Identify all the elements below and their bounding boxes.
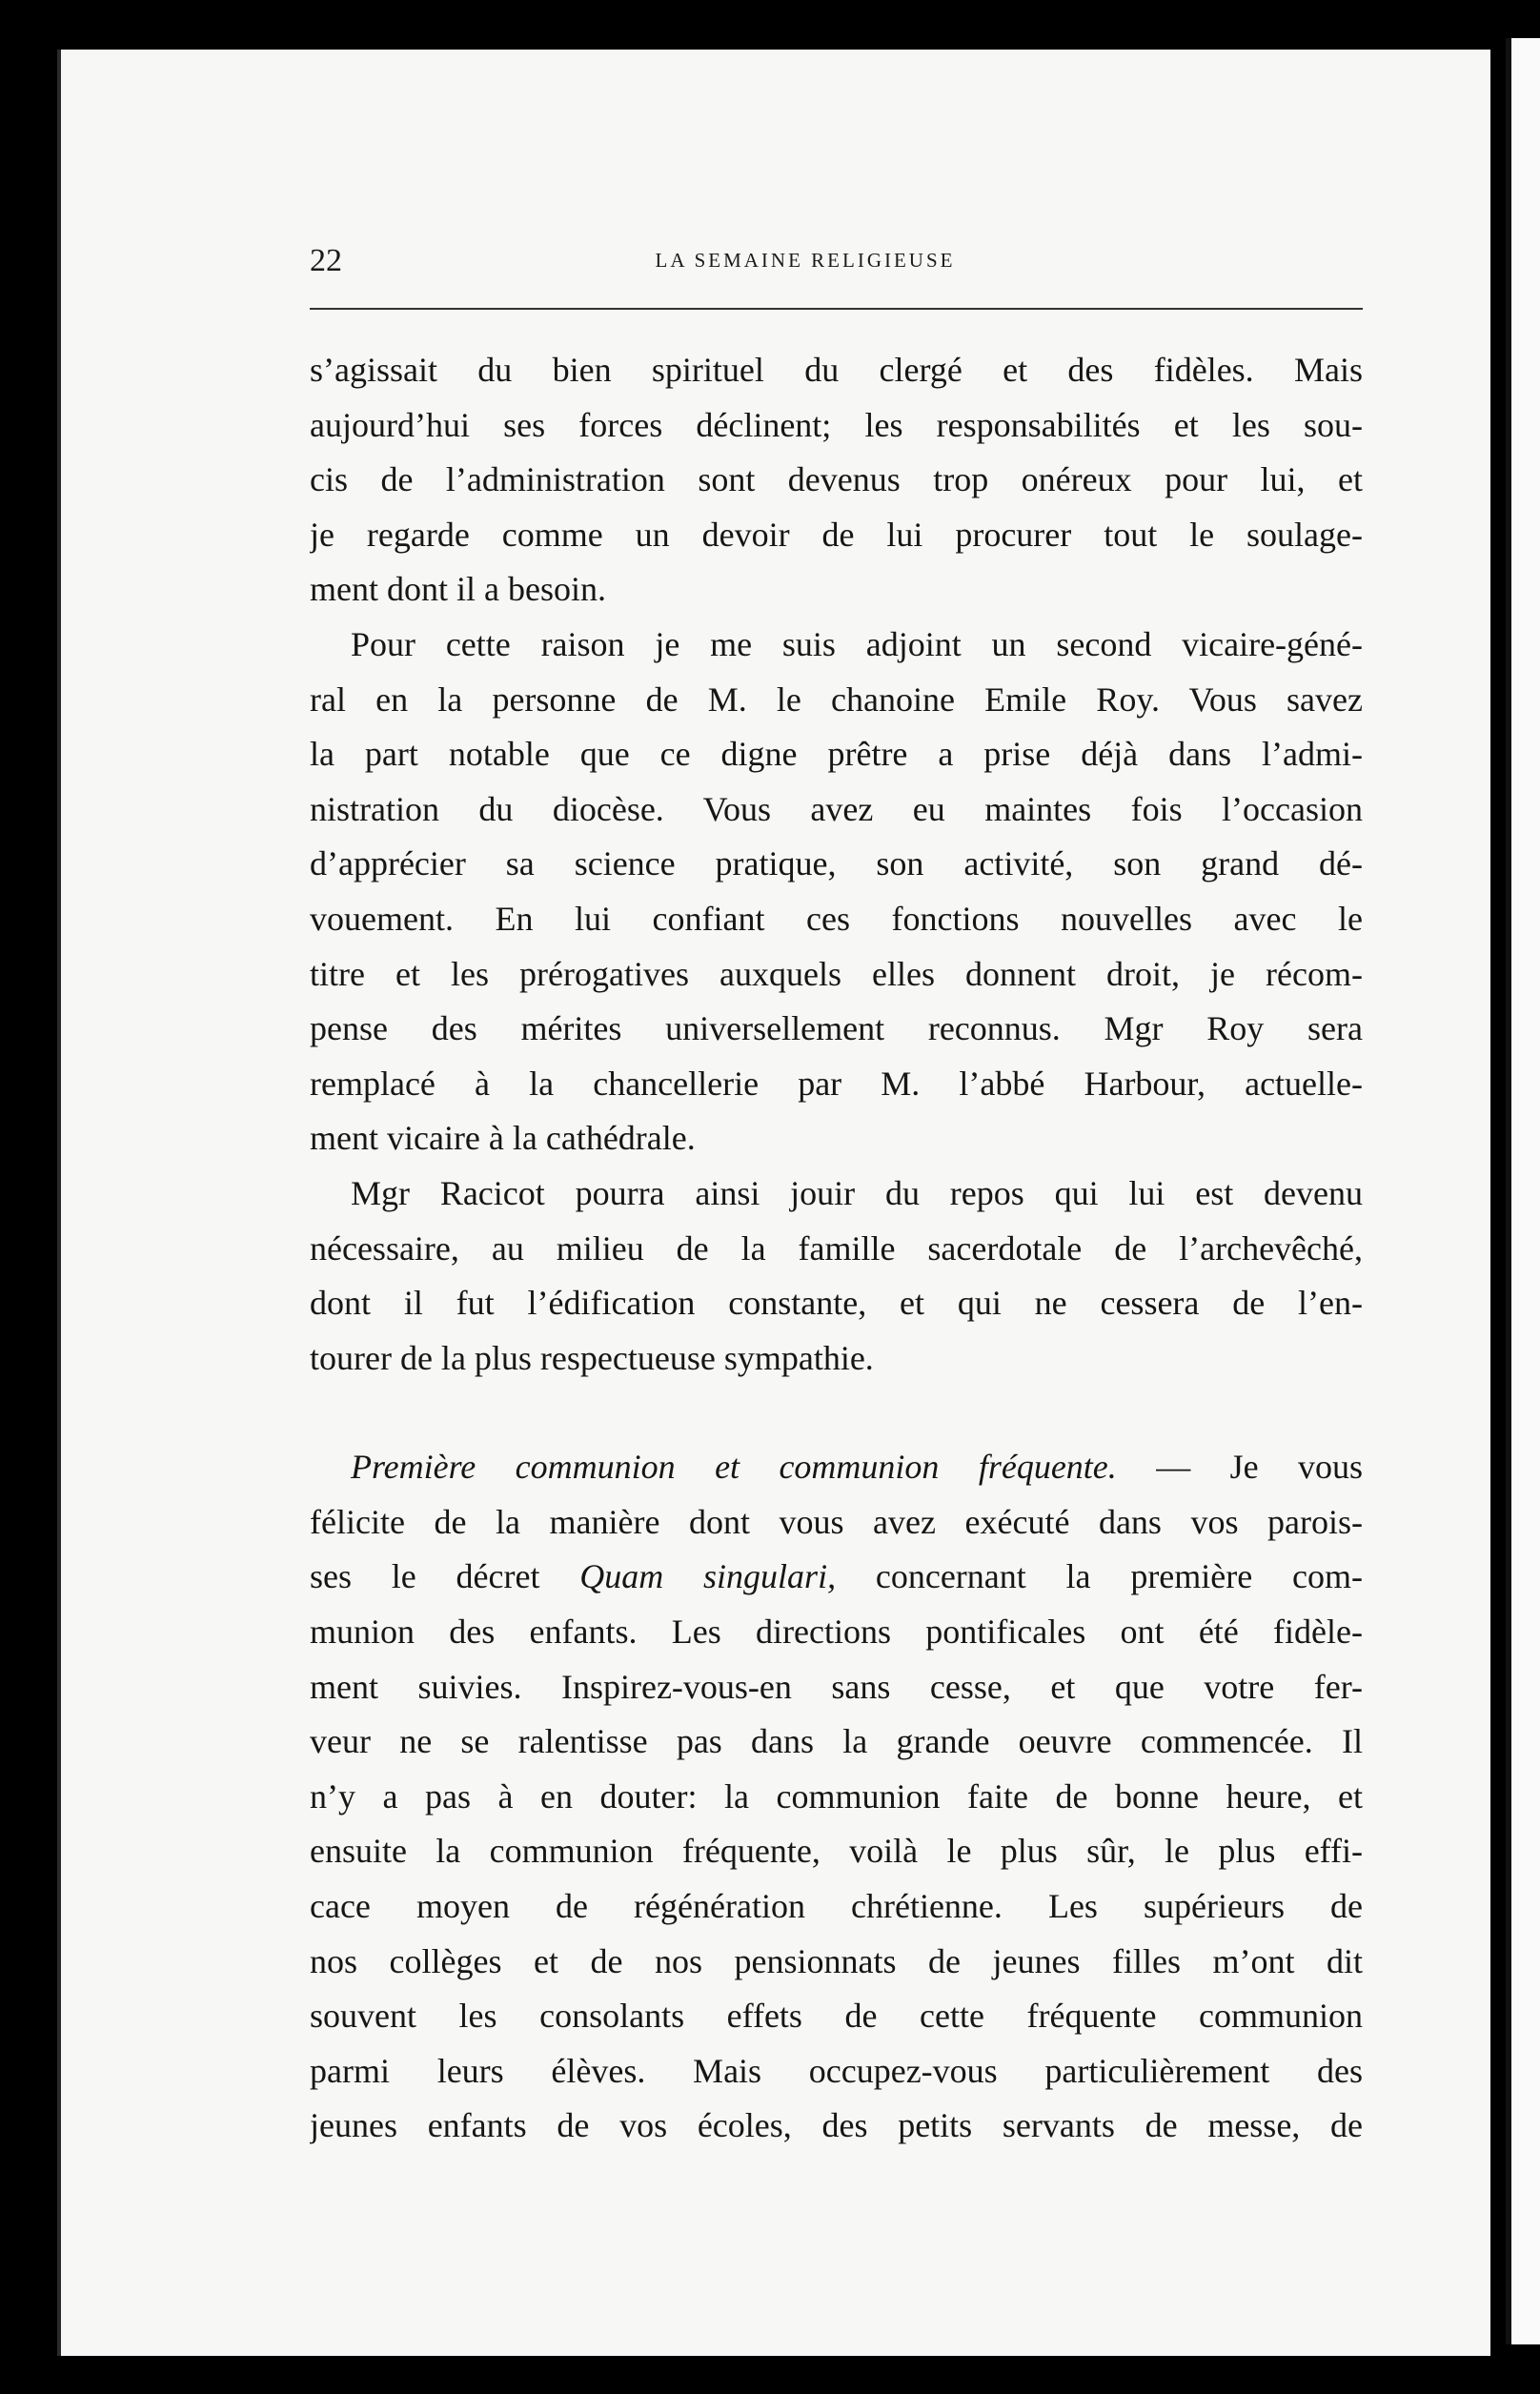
text-line: félicite de la manière dont vous avez exécuté dans vos parois- [310,1502,1363,1541]
text-run: — Je vous [1116,1448,1363,1487]
text-line [310,1550,1363,1605]
text-line: nécessaire, au milieu de la famille sacerdotale de l’archevêché, [310,1228,1363,1268]
text-run: concernant la première com- [836,1557,1363,1596]
text-line: remplacé à la chancellerie par M. l’abbé Harbour, actuelle- [310,1064,1363,1103]
header-rule [310,308,1363,310]
running-head: LA SEMAINE RELIGIEUSE [655,249,956,272]
text-line: pense des mérites universellement reconnus. Mgr Roy sera [310,1009,1363,1048]
text-line: souvent les consolants effets de cette fréquente communion [310,1997,1363,2036]
paragraph [310,1167,1363,1386]
text-line: cace moyen de régénération chrétienne. Les supérieurs de [310,1887,1363,1926]
decree-title: Quam singulari, [579,1557,837,1596]
text-line: jeunes enfants de vos écoles, des petits servants de messe, de [310,2106,1363,2145]
text-line: dont il fut l’édification constante, et qui ne cessera de l’en- [310,1284,1363,1323]
text-line: ment suivies. Inspirez-vous-en sans cesse, et que votre fer- [310,1667,1363,1706]
text-line: s’agissait du bien spirituel du clergé et des fidèles. Mais [310,351,1363,389]
paragraph [310,343,1363,618]
text-line: cis de l’administration sont devenus trop onéreux pour lui, et [310,460,1363,499]
text-line: ment vicaire à la cathédrale. [310,1119,696,1158]
page-number: 22 [310,243,342,278]
text-line: Pour cette raison je me suis adjoint un second vicaire-géné- [351,624,1363,663]
text-line: ensuite la communion fréquente, voilà le plus sûr, le plus effi- [310,1832,1363,1871]
text-line: vouement. En lui confiant ces fonctions nouvelles avec le [310,899,1363,938]
section-break [310,1386,1363,1440]
next-page-edge [1506,38,1540,2344]
text-line: aujourd’hui ses forces déclinent; les responsabilités et les sou- [310,405,1363,444]
text-line: munion des enfants. Les directions pontificales ont été fidèle- [310,1613,1363,1652]
section-title: Première communion et communion fréquente. [351,1448,1117,1487]
text-line: la part notable que ce digne prêtre a prise déjà dans l’admi- [310,735,1363,774]
text-line: veur ne se ralentisse pas dans la grande oeuvre commencée. Il [310,1722,1363,1761]
text-line: d’apprécier sa science pratique, son activité, son grand dé- [310,844,1363,883]
text-line: tourer de la plus respectueuse sympathie. [310,1338,874,1377]
body-text [310,343,1363,2154]
text-line: nistration du diocèse. Vous avez eu maintes fois l’occasion [310,789,1363,828]
text-line [310,1440,1363,1495]
page-header [248,243,1363,278]
text-line: titre et les prérogatives auxquels elles donnent droit, je récom- [310,954,1363,993]
text-line: ral en la personne de M. le chanoine Emile Roy. Vous savez [310,680,1363,719]
text-line: n’y a pas à en douter: la communion faite de bonne heure, et [310,1776,1363,1816]
text-line: parmi leurs élèves. Mais occupez-vous particulièrement des [310,2051,1363,2090]
text-line: Mgr Racicot pourra ainsi jouir du repos qui lui est devenu [351,1173,1363,1212]
text-run: ses le décret [310,1557,580,1596]
text-line: je regarde comme un devoir de lui procurer tout le soulage- [310,515,1363,554]
text-line: nos collèges et de nos pensionnats de jeunes filles m’ont dit [310,1941,1363,1980]
section-paragraph [310,1440,1363,2154]
paragraph [310,618,1363,1167]
text-line: ment dont il a besoin. [310,570,606,609]
